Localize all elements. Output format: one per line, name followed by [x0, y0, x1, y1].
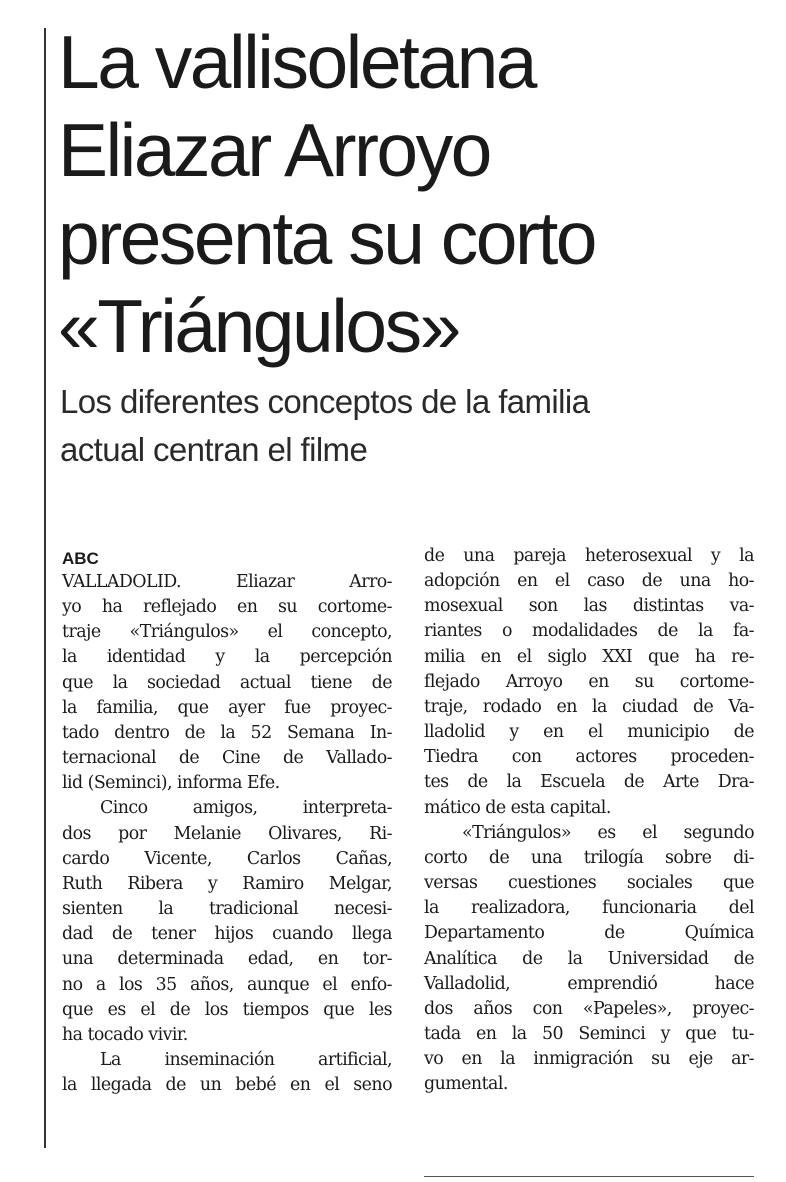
article-headline	[58, 18, 758, 370]
body-line: flejado Arroyo en su cortome-	[424, 671, 754, 692]
body-line: que es el de los tiempos que les	[62, 999, 392, 1020]
body-line: milia en el siglo XXI que ha re-	[424, 646, 754, 667]
headline-line: «Triángulos»	[58, 284, 459, 368]
body-line: dos años con «Papeles», proyec-	[424, 998, 754, 1019]
body-line: la familia, que ayer fue proyec-	[62, 697, 392, 718]
body-line: mosexual son las distintas va-	[424, 596, 754, 617]
body-line: de una pareja heterosexual y la	[424, 546, 754, 566]
body-line: traje «Triángulos» el concepto,	[62, 622, 392, 643]
headline-line: presenta su corto	[58, 196, 595, 280]
body-line: versas cuestiones sociales que	[424, 873, 754, 894]
body-line: una determinada edad, en tor-	[62, 949, 392, 970]
body-line: lladolid y en el municipio de	[424, 722, 754, 743]
body-line: corto de una trilogía sobre di-	[424, 847, 754, 868]
headline-line: La vallisoletana	[58, 20, 536, 104]
body-line: lid (Seminci), informa Efe.	[62, 773, 280, 794]
body-line: dos por Melanie Olivares, Ri-	[62, 823, 392, 844]
body-line: traje, rodado en la ciudad de Va-	[424, 696, 754, 717]
column-rule-left	[44, 28, 46, 1148]
body-line: tada en la 50 Seminci y que tu-	[424, 1023, 754, 1044]
body-line: tes de la Escuela de Arte Dra-	[424, 772, 754, 793]
body-line: no a los 35 años, aunque el enfo-	[62, 974, 392, 995]
body-line: la realizadora, funcionaria del	[424, 898, 754, 919]
body-line: la llegada de un bebé en el seno	[62, 1075, 392, 1096]
body-line: «Triángulos» es el segundo	[462, 822, 754, 843]
body-line: La inseminación artificial,	[100, 1049, 392, 1070]
body-line: gumental.	[424, 1074, 508, 1095]
body-line: riantes o modalidades de la fa-	[424, 621, 754, 642]
body-line: Analítica de la Universidad de	[424, 948, 754, 969]
body-line: Ruth Ribera y Ramiro Melgar,	[62, 873, 392, 894]
subhead-line: actual centran el filme	[60, 431, 368, 468]
body-line: dad de tener hijos cuando llega	[62, 924, 392, 945]
body-line: la identidad y la percepción	[62, 647, 392, 668]
body-line: VALLADOLID. Eliazar Arro-	[62, 572, 392, 592]
article-subheadline	[60, 378, 760, 474]
headline-line: Eliazar Arroyo	[58, 108, 490, 192]
body-line: ha tocado vivir.	[62, 1024, 188, 1045]
subhead-line: Los diferentes conceptos de la familia	[60, 383, 590, 420]
body-line: Cinco amigos, interpreta-	[100, 798, 392, 819]
body-line: vo en la inmigración su eje ar-	[424, 1049, 754, 1070]
body-line: que la sociedad actual tiene de	[62, 672, 392, 693]
body-line: mático de esta capital.	[424, 797, 611, 818]
body-column-left	[62, 570, 392, 1098]
body-line: Departamento de Química	[424, 923, 754, 944]
body-line: sienten la tradicional necesi-	[62, 899, 392, 920]
bottom-rule	[424, 1176, 754, 1177]
body-line: Tiedra con actores proceden-	[424, 747, 754, 768]
body-column-right	[424, 544, 754, 1097]
body-line: ternacional de Cine de Vallado-	[62, 748, 392, 769]
body-line: cardo Vicente, Carlos Cañas,	[62, 848, 392, 869]
byline: ABC	[62, 549, 99, 568]
body-line: tado dentro de la 52 Semana In-	[62, 722, 392, 743]
body-line: yo ha reflejado en su cortome-	[62, 597, 392, 618]
body-line: Valladolid, emprendió hace	[424, 973, 754, 994]
body-line: adopción en el caso de una ho-	[424, 571, 754, 592]
